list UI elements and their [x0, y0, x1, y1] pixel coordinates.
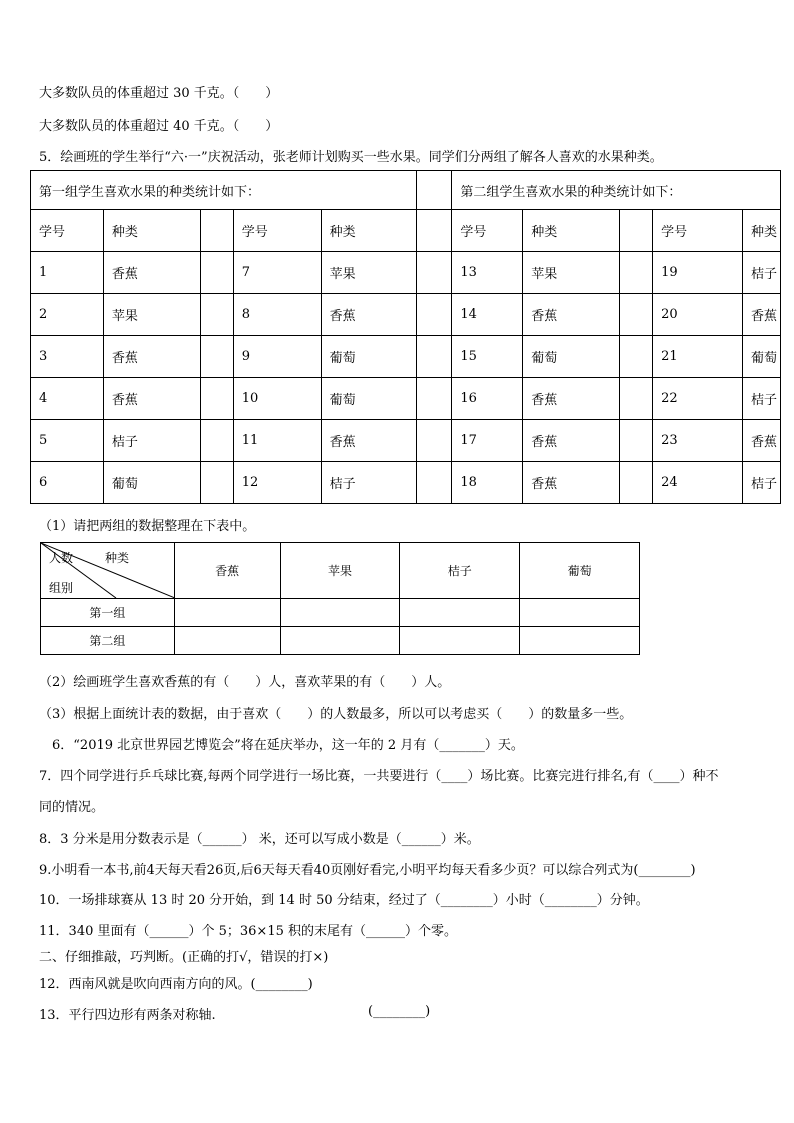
- student-id-cell: 22: [653, 378, 743, 420]
- student-id-cell: 14: [452, 294, 523, 336]
- student-id-cell: 学号: [31, 210, 104, 252]
- fruit-kind-cell: 香蕉: [742, 420, 780, 462]
- tally-blank-cell[interactable]: [520, 599, 640, 627]
- inner-gap-cell: [200, 378, 233, 420]
- table-divider: [417, 336, 452, 378]
- group1-title: 第一组学生喜欢水果的种类统计如下：: [31, 171, 417, 210]
- fruit-kind-cell: 葡萄: [321, 378, 417, 420]
- table-divider: [417, 294, 452, 336]
- fruit-kind-cell: 桔子: [321, 462, 417, 504]
- student-id-cell: 17: [452, 420, 523, 462]
- student-id-cell: 学号: [233, 210, 321, 252]
- group2-title: 第二组学生喜欢水果的种类统计如下：: [452, 171, 781, 210]
- tally-row-label: 第二组: [41, 627, 175, 655]
- fruit-kind-cell: 种类: [742, 210, 780, 252]
- fruit-kind-cell: 香蕉: [321, 420, 417, 462]
- question-5-part-1: （1）请把两组的数据整理在下表中。: [39, 519, 256, 534]
- question-5-part-3: （3）根据上面统计表的数据，由于喜欢（ ）的人数最多，所以可以考虑买（ ）的数量多一些。: [39, 707, 633, 722]
- fruit-table-row: [31, 294, 781, 336]
- inner-gap-cell: [620, 210, 653, 252]
- fruit-kind-cell: 葡萄: [103, 462, 200, 504]
- inner-gap-cell: [620, 252, 653, 294]
- student-id-cell: 23: [653, 420, 743, 462]
- tally-fruit-orange: 桔子: [400, 543, 520, 599]
- fruit-kind-cell: 种类: [523, 210, 620, 252]
- fruit-table-row: [31, 420, 781, 462]
- fruit-kind-cell: 苹果: [523, 252, 620, 294]
- question-7-line-2: 同的情况。: [39, 800, 105, 815]
- question-5-part-2: （2）绘画班学生喜欢香蕉的有（ ）人，喜欢苹果的有（ ）人。: [39, 675, 451, 690]
- table-divider: [417, 210, 452, 252]
- table-divider: [417, 171, 452, 210]
- fruit-kind-cell: 葡萄: [523, 336, 620, 378]
- question-9: 9.小明看一本书,前4天每天看26页,后6天每天看40页刚好看完,小明平均每天看多少页？可以综合列式为(________): [39, 863, 696, 878]
- fruit-kind-cell: 葡萄: [742, 336, 780, 378]
- fruit-kind-cell: 香蕉: [103, 336, 200, 378]
- tally-fruit-grape: 葡萄: [520, 543, 640, 599]
- student-id-cell: 9: [233, 336, 321, 378]
- inner-gap-cell: [200, 336, 233, 378]
- tally-blank-cell[interactable]: [174, 627, 280, 655]
- tally-row-label: 第一组: [41, 599, 175, 627]
- corner-kind-label: 种类: [105, 551, 130, 565]
- student-id-cell: 21: [653, 336, 743, 378]
- student-id-cell: 2: [31, 294, 104, 336]
- inner-gap-cell: [200, 210, 233, 252]
- question-13-answer-blank[interactable]: (________): [368, 1004, 431, 1019]
- fruit-kind-cell: 桔子: [742, 462, 780, 504]
- table-divider: [417, 420, 452, 462]
- tally-fruit-apple: 苹果: [280, 543, 400, 599]
- inner-gap-cell: [620, 462, 653, 504]
- student-id-cell: 18: [452, 462, 523, 504]
- question-10: 10．一场排球赛从 13 时 20 分开始，到 14 时 50 分结束，经过了（________）小时（________）分钟。: [39, 893, 649, 908]
- tally-corner-cell: [41, 543, 175, 599]
- fruit-kind-cell: 葡萄: [321, 336, 417, 378]
- student-id-cell: 3: [31, 336, 104, 378]
- corner-group-label: 组别: [49, 581, 74, 595]
- student-id-cell: 11: [233, 420, 321, 462]
- tally-blank-cell[interactable]: [400, 627, 520, 655]
- student-id-cell: 4: [31, 378, 104, 420]
- tally-table: [40, 542, 640, 655]
- tally-blank-cell[interactable]: [280, 599, 400, 627]
- question-8: 8．3 分米是用分数表示是（______） 米，还可以写成小数是（______）米。: [39, 832, 480, 847]
- student-id-cell: 12: [233, 462, 321, 504]
- student-id-cell: 学号: [452, 210, 523, 252]
- student-id-cell: 24: [653, 462, 743, 504]
- tally-row-group2: [41, 627, 640, 655]
- fruit-kind-cell: 桔子: [742, 378, 780, 420]
- fruit-header-row: [31, 210, 781, 252]
- tally-blank-cell[interactable]: [174, 599, 280, 627]
- question-6: 6．“2019 北京世界园艺博览会”将在延庆举办，这一年的 2 月有（_______）天。: [52, 738, 524, 753]
- section-2-heading: 二、仔细推敲，巧判断。(正确的打√，错误的打×): [39, 950, 329, 965]
- fruit-kind-cell: 苹果: [321, 252, 417, 294]
- question-4-option-a: 大多数队员的体重超过 30 千克。（ ）: [39, 86, 279, 101]
- table-divider: [417, 462, 452, 504]
- fruit-kind-cell: 香蕉: [321, 294, 417, 336]
- student-id-cell: 16: [452, 378, 523, 420]
- fruit-kind-cell: 苹果: [103, 294, 200, 336]
- fruit-body: [31, 252, 781, 504]
- question-5-stem: 5．绘画班的学生举行“六·一”庆祝活动，张老师计划购买一些水果。同学们分两组了解各人喜欢的水果种类。: [39, 150, 663, 165]
- student-id-cell: 8: [233, 294, 321, 336]
- inner-gap-cell: [620, 336, 653, 378]
- tally-row-group1: [41, 599, 640, 627]
- tally-fruit-banana: 香蕉: [174, 543, 280, 599]
- fruit-table-row: [31, 462, 781, 504]
- fruit-kind-cell: 香蕉: [103, 378, 200, 420]
- student-id-cell: 学号: [653, 210, 743, 252]
- inner-gap-cell: [200, 462, 233, 504]
- fruit-kind-cell: 香蕉: [523, 378, 620, 420]
- fruit-kind-cell: 桔子: [742, 252, 780, 294]
- student-id-cell: 19: [653, 252, 743, 294]
- tally-blank-cell[interactable]: [520, 627, 640, 655]
- inner-gap-cell: [620, 294, 653, 336]
- inner-gap-cell: [200, 420, 233, 462]
- question-7-line-1: 7．四个同学进行乒乓球比赛,每两个同学进行一场比赛，一共要进行（____）场比赛。比赛完进行排名,有（____）种不: [39, 769, 719, 784]
- student-id-cell: 10: [233, 378, 321, 420]
- corner-people-label: 人数: [49, 551, 74, 565]
- fruit-kind-cell: 香蕉: [103, 252, 200, 294]
- inner-gap-cell: [200, 252, 233, 294]
- fruit-kind-cell: 桔子: [103, 420, 200, 462]
- question-4-option-b: 大多数队员的体重超过 40 千克。（ ）: [39, 119, 279, 134]
- fruit-survey-table: [30, 170, 781, 504]
- table-divider: [417, 252, 452, 294]
- inner-gap-cell: [200, 294, 233, 336]
- fruit-table-row: [31, 252, 781, 294]
- student-id-cell: 7: [233, 252, 321, 294]
- student-id-cell: 20: [653, 294, 743, 336]
- question-13: 13．平行四边形有两条对称轴.: [39, 1008, 216, 1023]
- inner-gap-cell: [620, 420, 653, 462]
- student-id-cell: 13: [452, 252, 523, 294]
- fruit-kind-cell: 香蕉: [523, 294, 620, 336]
- inner-gap-cell: [620, 378, 653, 420]
- tally-blank-cell[interactable]: [400, 599, 520, 627]
- fruit-kind-cell: 香蕉: [523, 462, 620, 504]
- student-id-cell: 1: [31, 252, 104, 294]
- fruit-kind-cell: 香蕉: [742, 294, 780, 336]
- student-id-cell: 15: [452, 336, 523, 378]
- fruit-kind-cell: 种类: [321, 210, 417, 252]
- fruit-table-row: [31, 336, 781, 378]
- fruit-kind-cell: 香蕉: [523, 420, 620, 462]
- tally-blank-cell[interactable]: [280, 627, 400, 655]
- fruit-kind-cell: 种类: [103, 210, 200, 252]
- student-id-cell: 6: [31, 462, 104, 504]
- student-id-cell: 5: [31, 420, 104, 462]
- fruit-table-row: [31, 378, 781, 420]
- question-11: 11．340 里面有（______）个 5；36×15 积的末尾有（______）个零。: [39, 924, 457, 939]
- table-divider: [417, 378, 452, 420]
- question-12: 12．西南风就是吹向西南方向的风。(________): [39, 977, 313, 992]
